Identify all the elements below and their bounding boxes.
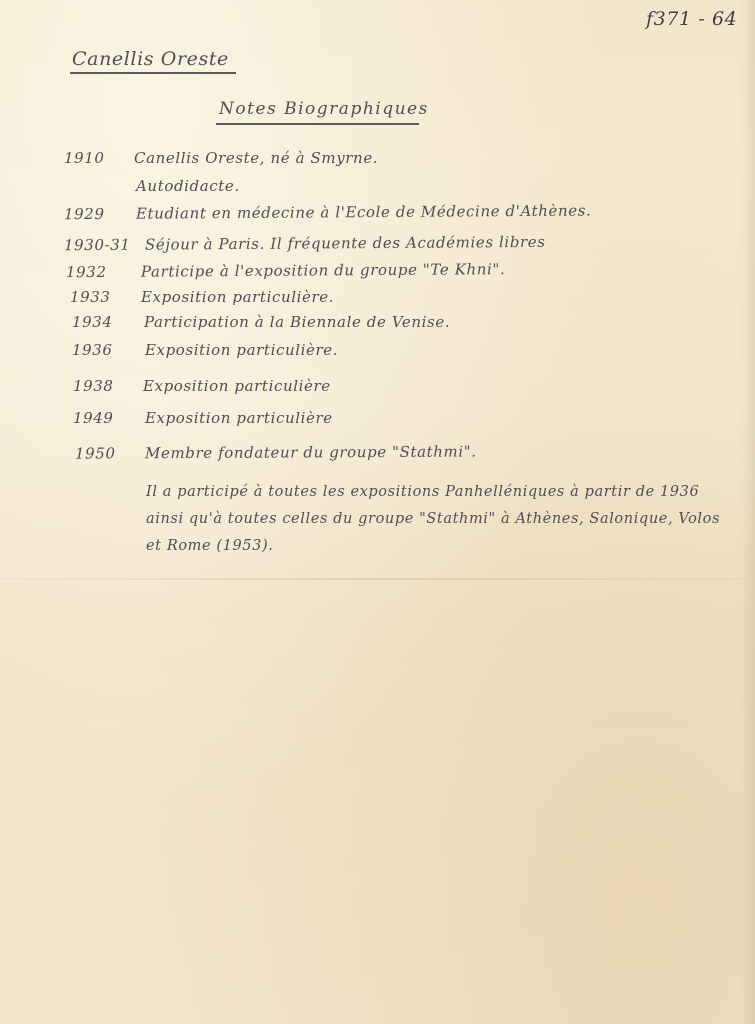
entry-text: Autodidacte. [136, 177, 240, 195]
entry-text: Membre fondateur du groupe "Stathmi". [144, 442, 477, 463]
entry-year: 1949 [73, 409, 114, 427]
paragraph-line: et Rome (1953). [146, 538, 274, 554]
entry-year: 1933 [70, 288, 111, 306]
name-underline [70, 72, 236, 74]
entry-year: 1936 [72, 341, 113, 359]
paragraph-line: Il a participé à toutes les expositions Panhelléniques à partir de 1936 [146, 484, 700, 500]
entry-text: Exposition particulière. [141, 288, 335, 306]
entry-text: Exposition particulière. [145, 341, 339, 359]
entry-text: Participation à la Biennale de Venise. [144, 313, 451, 331]
entry-year: 1932 [65, 262, 107, 282]
document-title: Notes Biographiques [219, 99, 429, 119]
entry-year: 1950 [74, 444, 116, 463]
paper-fold [0, 578, 755, 580]
entry-year: 1930-31 [63, 235, 131, 255]
entry-year: 1929 [63, 204, 105, 224]
biography-entry [0, 409, 755, 435]
entry-year: 1910 [64, 149, 105, 167]
entry-text: Séjour à Paris. Il fréquente des Académies libres [144, 232, 546, 254]
entry-text: Etudiant en médecine à l'Ecole de Médecine d'Athènes. [135, 201, 592, 223]
biography-entry [0, 377, 755, 403]
biography-entry [0, 288, 755, 314]
archive-reference: f371 - 64 [646, 8, 738, 30]
biography-entry [0, 313, 755, 339]
artist-name: Canellis Oreste [72, 48, 229, 70]
title-underline [216, 123, 419, 125]
entry-text: Exposition particulière [143, 377, 331, 395]
biography-entry [0, 177, 755, 203]
entry-year: 1938 [73, 377, 114, 395]
biography-entry [0, 258, 755, 289]
biography-entry [0, 341, 755, 367]
biography-entry [0, 231, 755, 262]
entry-year: 1934 [72, 313, 113, 331]
entry-text: Participe à l'exposition du groupe "Te Khni". [140, 260, 506, 281]
biography-entry [0, 200, 755, 231]
paragraph-line: ainsi qu'à toutes celles du groupe "Stathmi" à Athènes, Salonique, Volos [146, 511, 721, 527]
biography-entry [0, 149, 755, 175]
entry-text: Exposition particulière [145, 409, 333, 427]
entry-text: Canellis Oreste, né à Smyrne. [134, 149, 379, 167]
biography-entry [0, 441, 755, 471]
